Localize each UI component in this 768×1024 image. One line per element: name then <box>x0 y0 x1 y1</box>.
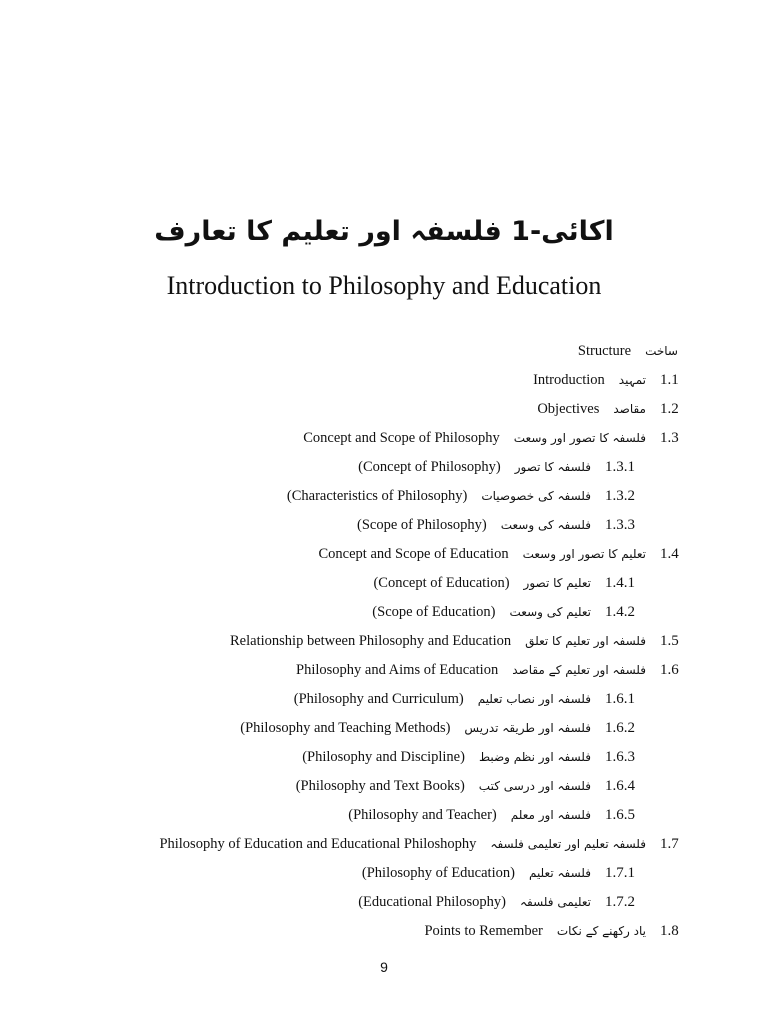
toc-item-english: Philosophy and Aims of Education <box>296 662 499 678</box>
toc-item-english: (Scope of Education) <box>372 604 496 620</box>
toc-item-english: (Characteristics of Philosophy) <box>286 488 468 504</box>
toc-item[interactable] <box>0 511 768 540</box>
structure-label-ur: ساخت <box>645 344 678 358</box>
toc-item-number: 1.3.2 <box>605 488 635 504</box>
toc-item-english: Concept and Scope of Philosophy <box>303 430 500 446</box>
toc-item[interactable] <box>0 395 768 424</box>
toc-item-urdu: تعلیم کی وسعت <box>509 605 591 619</box>
toc-item-urdu: فلسفہ تعلیم <box>528 866 591 880</box>
toc-item[interactable] <box>0 598 768 627</box>
toc-item-english: (Concept of Philosophy) <box>358 459 501 475</box>
toc-item[interactable] <box>0 453 768 482</box>
toc-item-english: Introduction <box>533 372 605 388</box>
toc-item[interactable] <box>0 772 768 801</box>
toc-item-english: Philosophy of Education and Educational Philoshophy <box>159 836 477 852</box>
toc-item[interactable] <box>0 714 768 743</box>
toc-item-urdu: یاد رکھنے کے نکات <box>556 924 646 938</box>
toc-item-urdu: فلسفہ اور نظم وضبط <box>478 750 591 764</box>
toc-item[interactable] <box>0 482 768 511</box>
toc-item-english: (Educational Philosophy) <box>358 894 506 910</box>
toc-item-urdu: فلسفہ اور تعلیم کا تعلق <box>525 634 646 648</box>
toc-item-urdu: فلسفہ اور معلم <box>510 808 591 822</box>
toc-item-number: 1.6.5 <box>605 807 635 823</box>
toc-item-urdu: مقاصد <box>613 402 646 416</box>
toc-item-number: 1.7.1 <box>605 865 635 881</box>
toc-item[interactable] <box>0 743 768 772</box>
toc-item-urdu: فلسفہ کی وسعت <box>500 518 591 532</box>
toc-item-number: 1.6 <box>660 662 679 678</box>
toc-item-urdu: فلسفہ کا تصور <box>514 460 591 474</box>
toc-item[interactable] <box>0 830 768 859</box>
toc-item-english: (Philosophy and Text Books) <box>295 778 465 794</box>
toc-item-urdu: فلسفہ اور درسی کتب <box>478 779 591 793</box>
page-number: 9 <box>380 959 388 975</box>
toc-item[interactable] <box>0 685 768 714</box>
toc-item-urdu: فلسفہ کا تصور اور وسعت <box>513 431 646 445</box>
toc-item-number: 1.6.2 <box>605 720 635 736</box>
toc-item[interactable] <box>0 888 768 917</box>
toc-item-urdu: تمہید <box>618 373 646 387</box>
toc-item-number: 1.8 <box>660 923 679 939</box>
toc-item[interactable] <box>0 540 768 569</box>
toc-item-number: 1.4 <box>660 546 679 562</box>
toc-item-english: (Scope of Philosophy) <box>357 517 487 533</box>
toc-item-english: Concept and Scope of Education <box>318 546 509 562</box>
toc-item-urdu: فلسفہ کی خصوصیات <box>481 489 591 503</box>
toc-item-number: 1.4.2 <box>605 604 635 620</box>
structure-label-en: Structure <box>577 343 632 359</box>
toc-item-urdu: تعلیم کا تصور اور وسعت <box>522 547 646 561</box>
toc-item-english: (Philosophy and Teacher) <box>348 807 497 823</box>
toc-item-english: Objectives <box>537 401 600 417</box>
toc-item-urdu: تعلیمی فلسفہ <box>520 895 591 909</box>
toc-item-number: 1.6.4 <box>605 778 635 794</box>
toc-item[interactable] <box>0 801 768 830</box>
toc-item[interactable] <box>0 627 768 656</box>
toc-item-number: 1.7 <box>660 836 679 852</box>
toc-item-urdu: فلسفہ اور تعلیم کے مقاصد <box>512 663 646 677</box>
toc-item-english: (Philosophy and Discipline) <box>302 749 465 765</box>
toc-item-english: (Philosophy and Teaching Methods) <box>240 720 451 736</box>
english-unit-title: Introduction to Philosophy and Education <box>166 271 602 300</box>
toc-item-number: 1.1 <box>660 372 679 388</box>
toc-item-english: (Concept of Education) <box>373 575 510 591</box>
urdu-unit-title: اکائی-1 فلسفہ اور تعلیم کا تعارف <box>154 216 614 247</box>
toc-item-english: Relationship between Philosophy and Education <box>230 633 512 649</box>
toc-item[interactable] <box>0 917 768 946</box>
toc-item-english: (Philosophy of Education) <box>361 865 515 881</box>
toc-item-number: 1.4.1 <box>605 575 635 591</box>
toc-item-english: Points to Remember <box>424 923 543 939</box>
toc-item-number: 1.3.1 <box>605 459 635 475</box>
toc-item[interactable] <box>0 656 768 685</box>
toc-item-urdu: فلسفہ اور طریقہ تدریس <box>464 721 591 735</box>
toc-item-number: 1.3.3 <box>605 517 635 533</box>
toc-item-urdu: تعلیم کا تصور <box>523 576 591 590</box>
toc-item[interactable] <box>0 859 768 888</box>
toc-item-number: 1.6.1 <box>605 691 635 707</box>
toc-item[interactable] <box>0 569 768 598</box>
toc-item-english: (Philosophy and Curriculum) <box>293 691 464 707</box>
toc-item-urdu: فلسفہ اور نصاب تعلیم <box>477 692 591 706</box>
toc-item-number: 1.5 <box>660 633 679 649</box>
toc-item-number: 1.3 <box>660 430 679 446</box>
toc-item-number: 1.7.2 <box>605 894 635 910</box>
toc-item-number: 1.6.3 <box>605 749 635 765</box>
table-of-contents <box>0 337 768 946</box>
toc-structure-heading <box>0 337 768 366</box>
toc-item-urdu: فلسفہ تعلیم اور تعلیمی فلسفہ <box>490 837 646 851</box>
toc-item[interactable] <box>0 366 768 395</box>
toc-item-number: 1.2 <box>660 401 679 417</box>
toc-item[interactable] <box>0 424 768 453</box>
